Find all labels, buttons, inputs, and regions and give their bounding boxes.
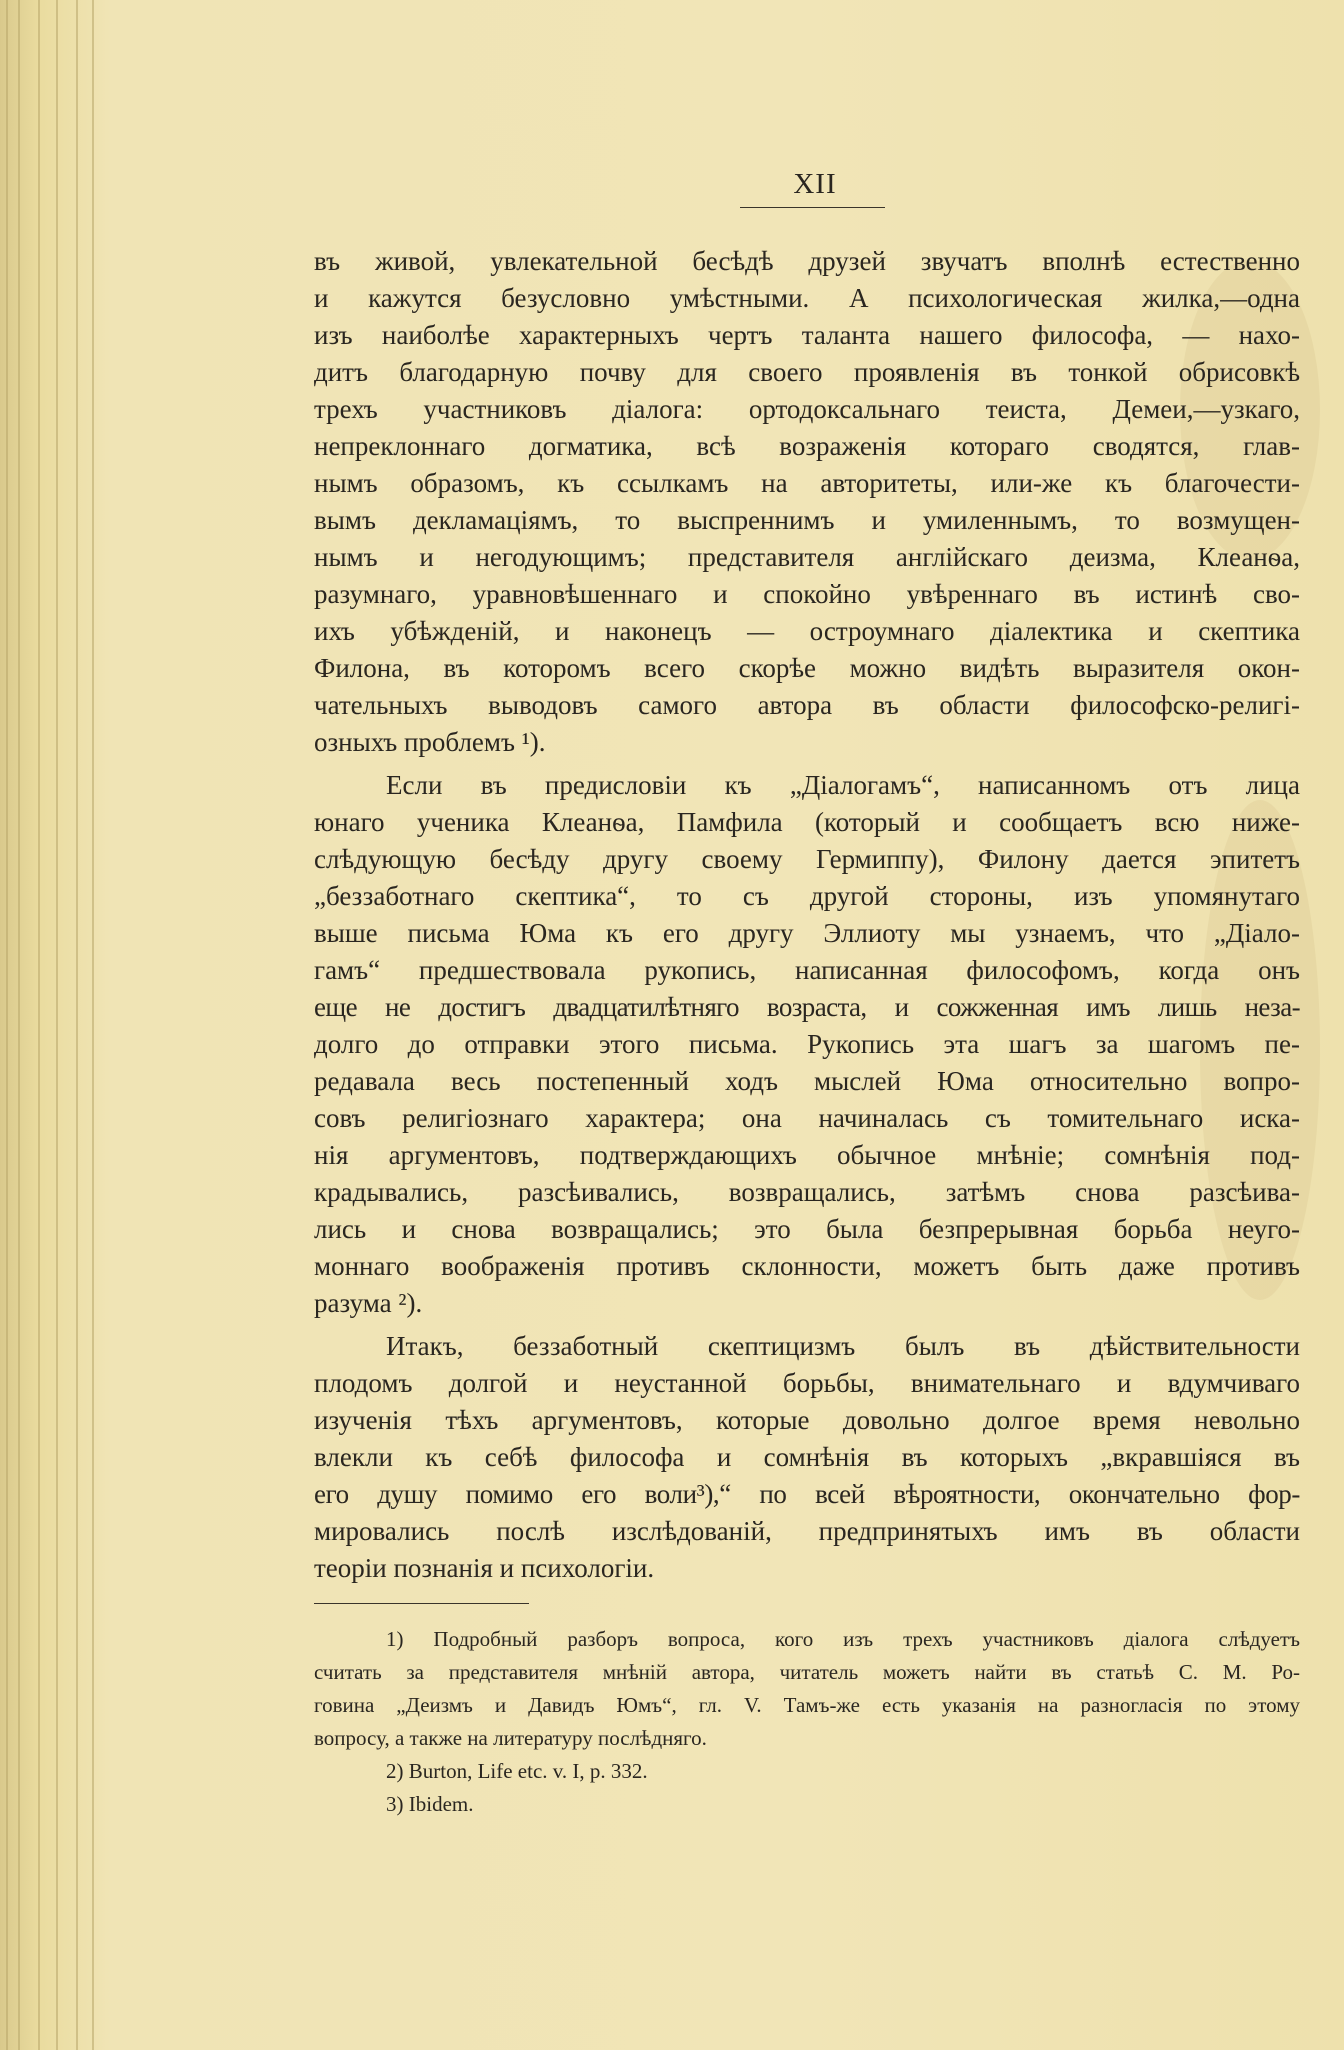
text-line: Если въ предисловіи къ „Діалогамъ“, написанномъ отъ лица [386, 770, 1300, 800]
footnote-line: считать за представителя мнѣній автора, читатель можетъ найти въ статьѣ С. М. Ро- [314, 1660, 1300, 1684]
footnote-line: 1) Подробный разборъ вопроса, кого изъ трехъ участниковъ діалога слѣдуетъ [386, 1627, 1300, 1651]
text-line: выше письма Юма къ его другу Эллиоту мы узнаемъ, что „Діало- [314, 918, 1300, 948]
text-line: плодомъ долгой и неустанной борьбы, внимательнаго и вдумчиваго [314, 1368, 1300, 1398]
text-line: изъ наиболѣе характерныхъ чертъ таланта нашего философа, — нахо- [314, 320, 1300, 350]
footnote-line: 3) Ibidem. [386, 1792, 474, 1816]
text-line: озныхъ проблемъ ¹). [314, 727, 546, 757]
text-line: мировались послѣ изслѣдованій, предпринятыхъ имъ въ области [314, 1516, 1300, 1546]
footnote-line: вопросу, а также на литературу послѣдняго. [314, 1726, 707, 1750]
text-line: крадывались, разсѣивались, возвращались, затѣмъ снова разсѣива- [314, 1177, 1300, 1207]
text-line: разума ²). [314, 1288, 423, 1318]
text-line: еще не достигъ двадцатилѣтняго возраста, и сожженная имъ лишь неза- [314, 992, 1300, 1022]
text-line: слѣдующую бесѣду другу своему Гермиппу), Филону дается эпитетъ [314, 844, 1300, 874]
text-line: его душу помимо его воли³),“ по всей вѣроятности, окончательно фор- [314, 1479, 1300, 1509]
text-line: редавала весь постепенный ходъ мыслей Юма относительно вопро- [314, 1066, 1300, 1096]
text-line: совъ религіознаго характера; она начиналась съ томительнаго иска- [314, 1103, 1300, 1133]
text-line: чательныхъ выводовъ самого автора въ области философско-религі- [314, 690, 1300, 720]
text-line: моннаго воображенія противъ склонности, можетъ быть даже противъ [314, 1251, 1300, 1281]
text-line: теоріи познанія и психологіи. [314, 1553, 655, 1583]
footnote-line: 2) Burton, Life etc. v. I, p. 332. [386, 1759, 648, 1783]
text-line: Итакъ, беззаботный скептицизмъ былъ въ дѣйствительности [386, 1331, 1300, 1361]
text-line: изученія тѣхъ аргументовъ, которые довольно долгое время невольно [314, 1405, 1300, 1435]
text-line: непреклоннаго догматика, всѣ возраженія котораго сводятся, глав- [314, 431, 1300, 461]
text-line: влекли къ себѣ философа и сомнѣнія въ которыхъ „вкравшіяся въ [314, 1442, 1300, 1472]
footnote-rule [314, 1603, 529, 1604]
text-line: и кажутся безусловно умѣстными. А психологическая жилка,—одна [314, 283, 1300, 313]
footnotes [314, 1623, 1300, 1821]
text-line: лись и снова возвращались; это была безпрерывная борьба неуго- [314, 1214, 1300, 1244]
text-line: въ живой, увлекательной бесѣдѣ друзей звучатъ вполнѣ естественно [314, 246, 1300, 276]
text-line: разумнаго, уравновѣшеннаго и спокойно увѣреннаго въ истинѣ сво- [314, 579, 1300, 609]
page-number-rule [740, 207, 885, 208]
text-line: нія аргументовъ, подтверждающихъ обычное мнѣніе; сомнѣнія под- [314, 1140, 1300, 1170]
text-line: трехъ участниковъ діалога: ортодоксальнаго теиста, Демеи,—узкаго, [314, 394, 1300, 424]
text-line: нымъ образомъ, къ ссылкамъ на авторитеты, или-же къ благочести- [314, 468, 1300, 498]
text-line: вымъ декламаціямъ, то выспреннимъ и умиленнымъ, то возмущен- [314, 505, 1300, 535]
text-line: дитъ благодарную почву для своего проявленія въ тонкой обрисовкѣ [314, 357, 1300, 387]
body-text [314, 243, 1300, 1587]
page-binding-edge [0, 0, 100, 2050]
text-line: долго до отправки этого письма. Рукопись эта шагъ за шагомъ пе- [314, 1029, 1300, 1059]
text-line: гамъ“ предшествовала рукопись, написанная философомъ, когда онъ [314, 955, 1300, 985]
text-line: Филона, въ которомъ всего скорѣе можно видѣть выразителя окон- [314, 653, 1300, 683]
text-line: ихъ убѣжденій, и наконецъ — остроумнаго діалектика и скептика [314, 616, 1300, 646]
text-line: нымъ и негодующимъ; представителя англійскаго деизма, Клеанѳа, [314, 542, 1300, 572]
text-line: юнаго ученика Клеанѳа, Памфила (который и сообщаетъ всю ниже- [314, 807, 1300, 837]
page-number: XII [793, 168, 837, 200]
footnote-line: говина „Деизмъ и Давидъ Юмъ“, гл. V. Тамъ-же есть указанія на разногласія по этому [314, 1693, 1300, 1717]
text-line: „беззаботнаго скептика“, то съ другой стороны, изъ упомянутаго [314, 881, 1300, 911]
